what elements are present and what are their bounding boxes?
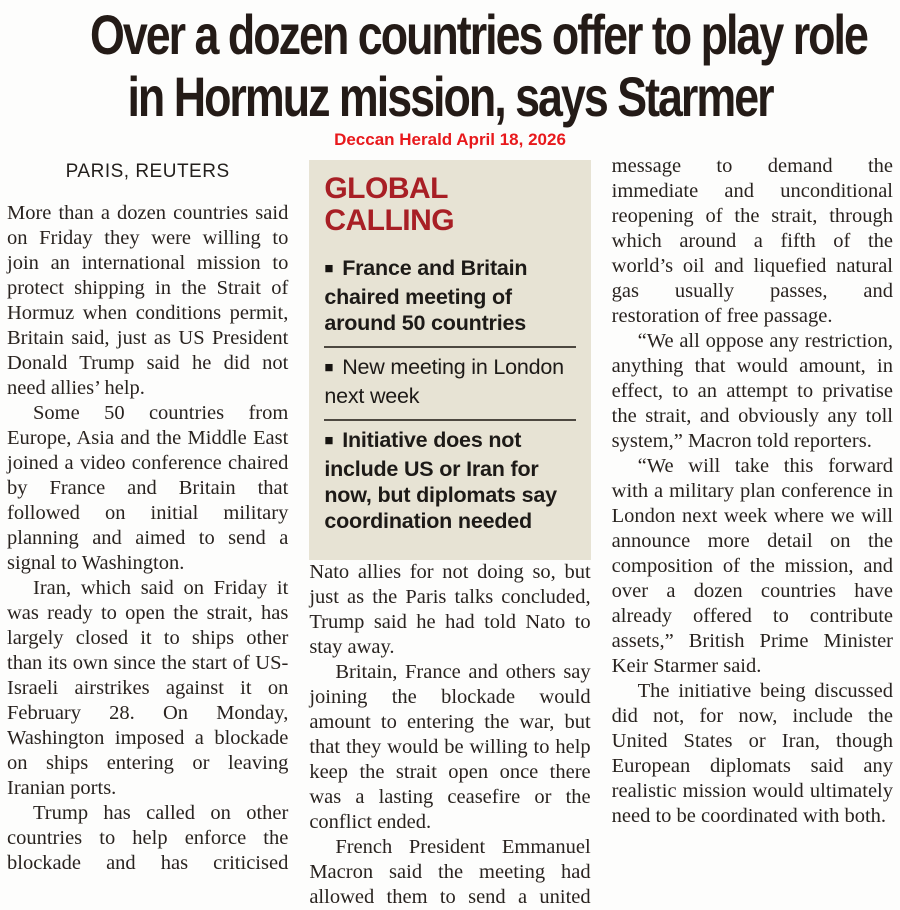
paragraph: Iran, which said on Friday it was ready to open the strait, has largely closed it to ships other than its own since the start of US-Israeli airstrikes against it on February 28. On Monday, Washington imposed a blockade on ships entering or leaving Iranian ports. bbox=[7, 577, 289, 799]
column-right bbox=[612, 154, 893, 910]
headline-line-1: Over a dozen countries offer to play role bbox=[90, 3, 867, 66]
infobox-item-text: Initiative does not include US or Iran for now, but diplomats say coordination needed bbox=[324, 428, 557, 533]
infobox-item-text: France and Britain chaired meeting of around 50 countries bbox=[324, 256, 528, 335]
paragraph: Britain, France and others say joining the blockade would amount to entering the war, but that they would be willing to help keep the strait open once there was a lasting ceasefire or the conflict ended. bbox=[309, 661, 591, 833]
bullet-square-icon: ■ bbox=[324, 432, 334, 449]
infobox-item bbox=[324, 421, 575, 544]
paragraph: “We all oppose any restriction, anything that would amount, in effect, to an attempt to privatise the strait, and obviously any toll system,” Macron told reporters. bbox=[611, 330, 893, 452]
paragraph: Some 50 countries from Europe, Asia and the Middle East joined a video conference chaired by France and Britain that followed on initial military planning and aimed to send a signal to Washington. bbox=[7, 402, 289, 574]
paragraph: “We will take this forward with a military plan conference in London next week where we will announce more detail on the composition of the mission, and over a dozen countries have already offered to contribute assets,” British Prime Minister Keir Starmer said. bbox=[611, 455, 893, 677]
infobox-item bbox=[324, 249, 575, 348]
paragraph: message to demand the immediate and unconditional reopening of the strait, through which around a fifth of the world’s oil and liquefied natural gas usually passes, and restoration of free passage. bbox=[611, 155, 893, 327]
publication-datestamp: Deccan Herald April 18, 2026 bbox=[334, 130, 566, 149]
bullet-square-icon: ■ bbox=[324, 359, 334, 376]
column-left bbox=[7, 154, 288, 910]
headline bbox=[90, 0, 867, 128]
byline: PARIS, REUTERS bbox=[65, 161, 230, 182]
infobox-item bbox=[324, 348, 575, 421]
bullet-square-icon: ■ bbox=[324, 260, 334, 277]
global-calling-infobox bbox=[309, 160, 590, 560]
article-columns bbox=[0, 154, 900, 910]
headline-line-2: in Hormuz mission, says Starmer bbox=[127, 65, 773, 128]
paragraph: French President Emmanuel Macron said the meeting had allowed them to send a united bbox=[309, 836, 591, 908]
paragraph: The initiative being discussed did not, for now, include the United States or Iran, though European diplomats said any realistic mission would ultimately need to be coordinated with both. bbox=[611, 680, 893, 827]
infobox-item-text: New meeting in London next week bbox=[324, 355, 564, 408]
paragraph: More than a dozen countries said on Friday they were willing to join an international mission to protect shipping in the Strait of Hormuz when conditions permit, Britain said, just as US President Donald Trump said he did not need allies’ help. bbox=[7, 202, 289, 399]
infobox-title: GLOBAL CALLING bbox=[324, 172, 455, 237]
column-middle bbox=[309, 154, 590, 910]
paragraph: Trump has called on other countries to help enforce the blockade and has criticised bbox=[7, 802, 289, 874]
paragraph: Nato allies for not doing so, but just as the Paris talks concluded, Trump said he had told Nato to stay away. bbox=[309, 561, 591, 658]
